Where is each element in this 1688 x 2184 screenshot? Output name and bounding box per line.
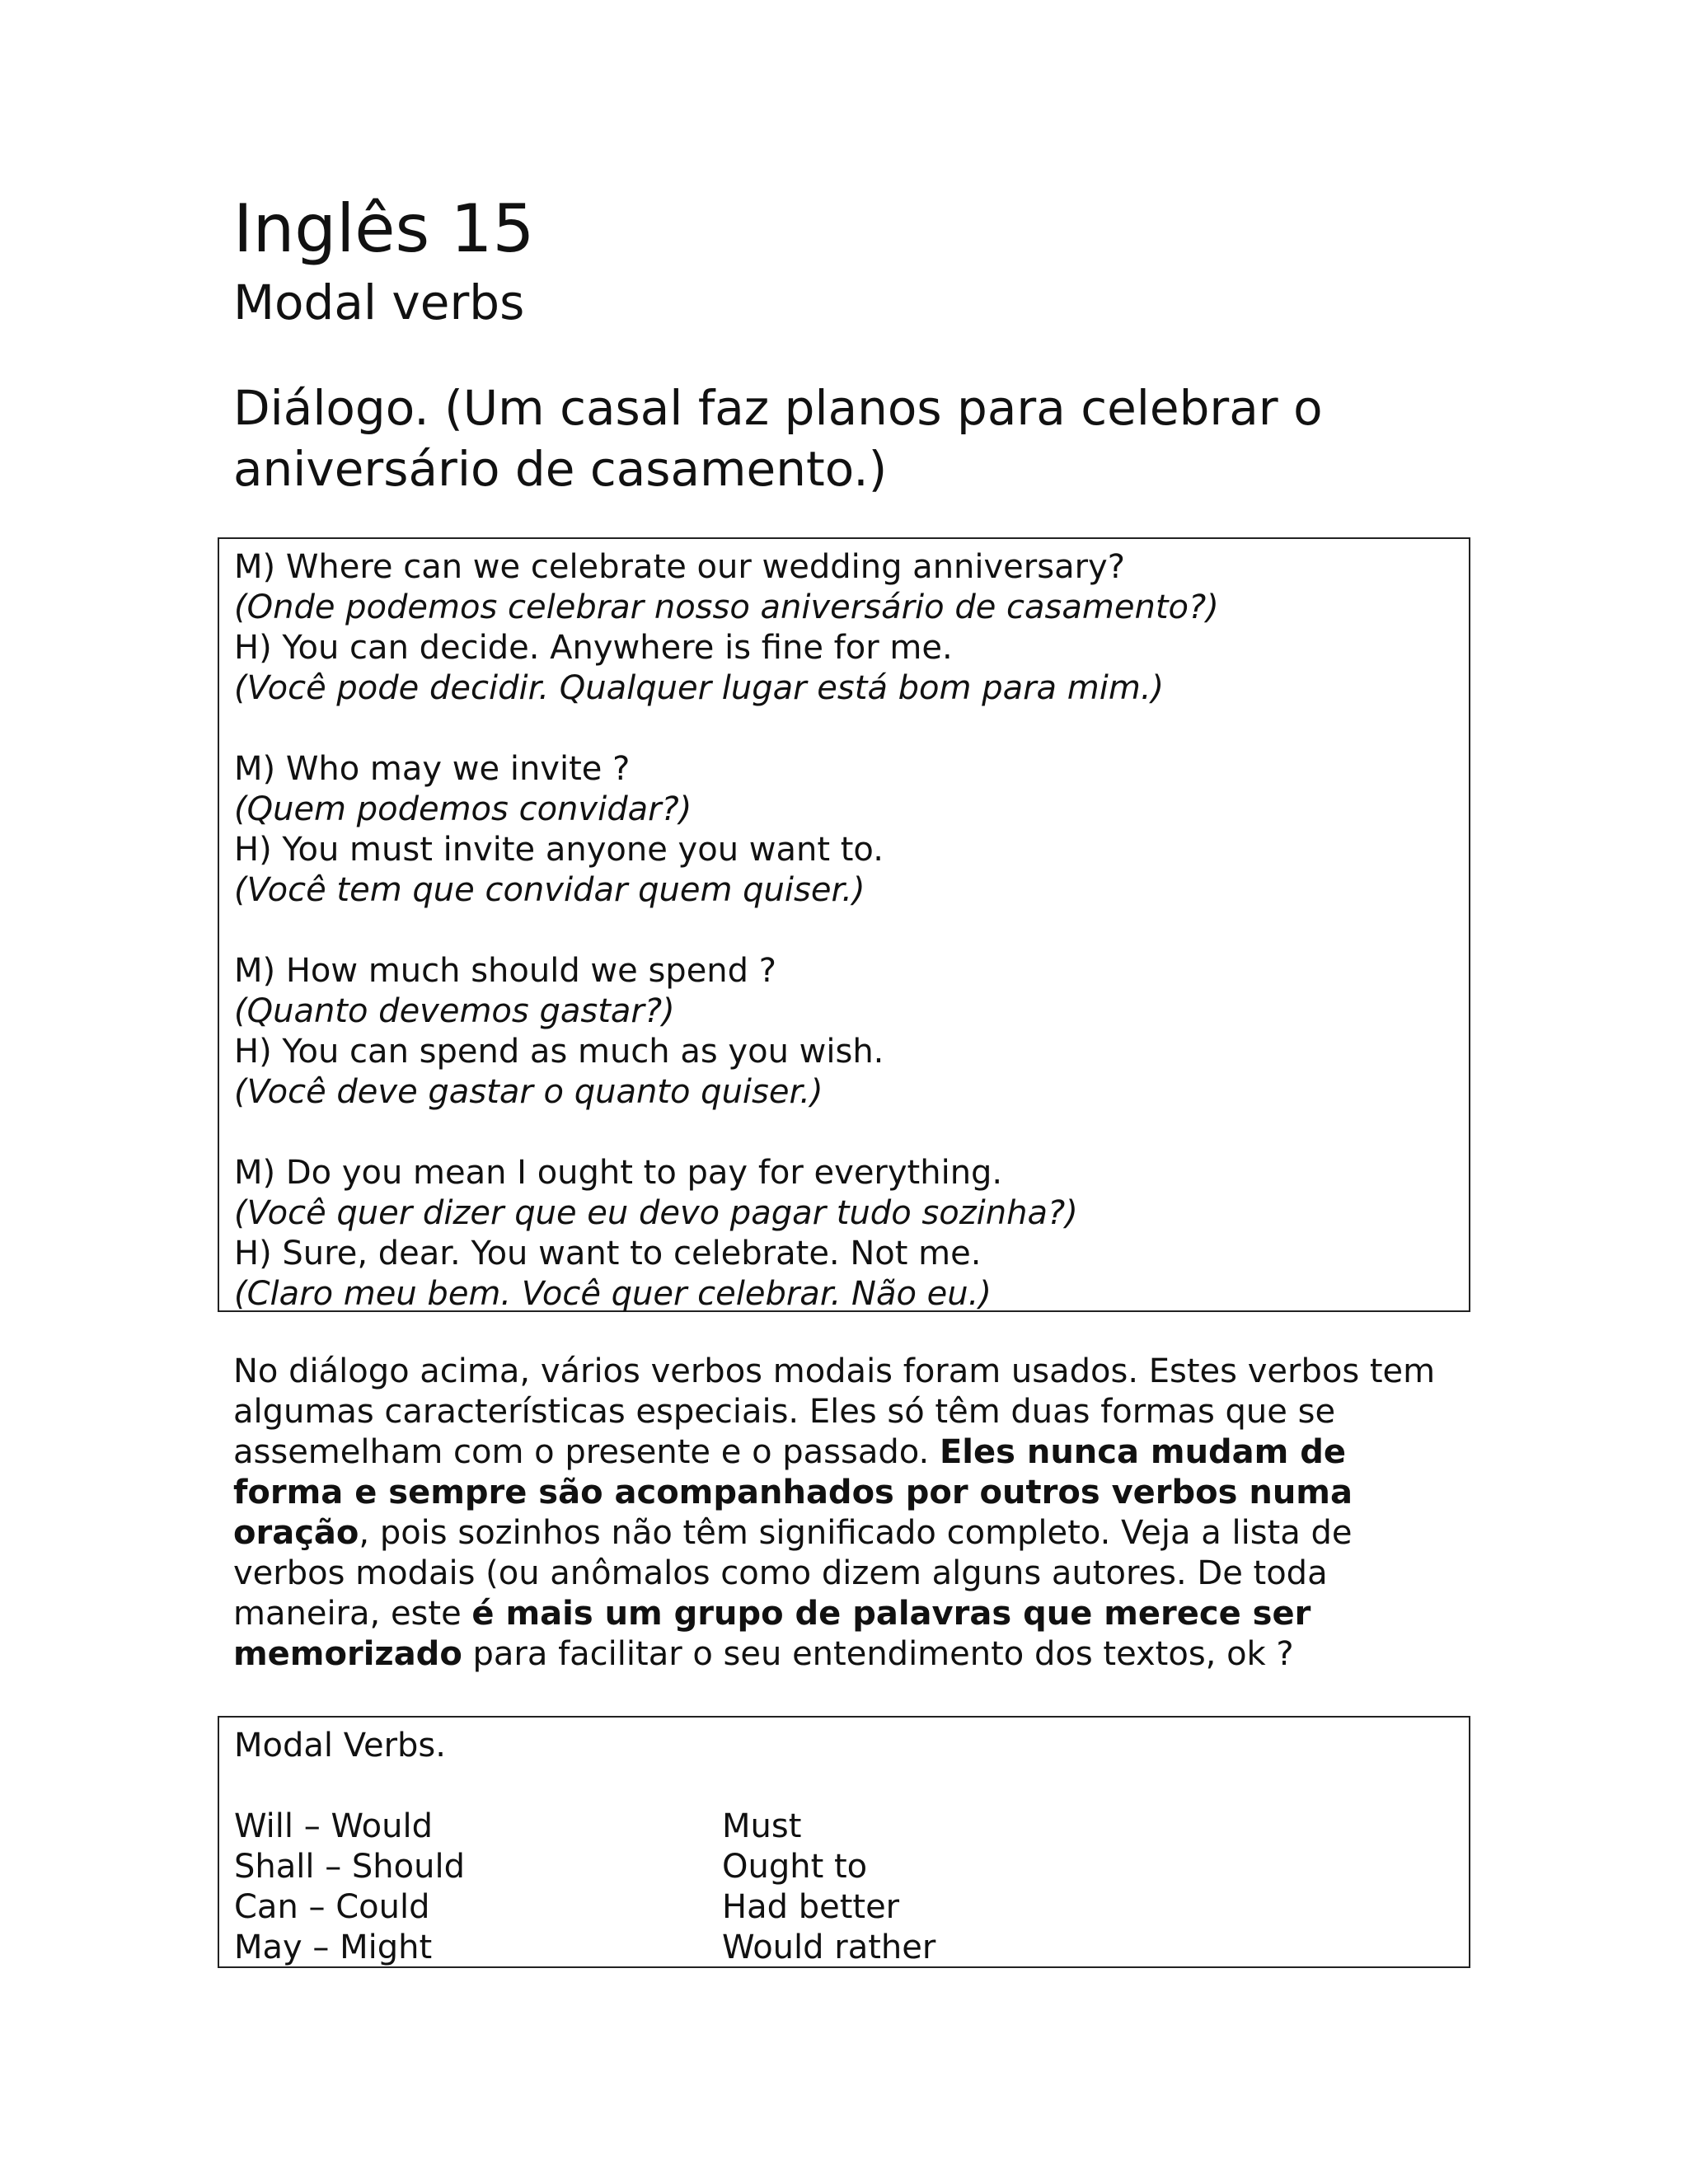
modal-verbs-box bbox=[218, 1716, 1470, 1968]
paragraph-bold-text: é mais um grupo de palavras que merece ser bbox=[471, 1595, 1311, 1633]
dialog-translation: (Você deve gastar o quanto quiser.) bbox=[234, 1073, 823, 1111]
paragraph-bold-text: forma e sempre são acompanhados por outros verbos numa bbox=[233, 1474, 1353, 1511]
modal-verb: Would rather bbox=[722, 1929, 936, 1966]
modal-verb: Must bbox=[722, 1807, 802, 1845]
modal-verbs-gap bbox=[234, 1766, 1454, 1807]
dialog-line: M) Do you mean I ought to pay for everything. bbox=[234, 1154, 1003, 1192]
paragraph-line bbox=[233, 1392, 1453, 1432]
paragraph-line bbox=[233, 1554, 1453, 1594]
dialog-gap bbox=[234, 709, 1454, 749]
paragraph-text: , pois sozinhos não têm significado completo. Veja a lista de bbox=[359, 1514, 1353, 1552]
modal-verb-pair: Shall – Should bbox=[234, 1848, 465, 1886]
dialog-translation: (Quem podemos convidar?) bbox=[234, 790, 692, 828]
paragraph-line bbox=[233, 1594, 1453, 1634]
explanation-paragraph bbox=[233, 1352, 1453, 1675]
page-subtitle: Modal verbs bbox=[233, 274, 525, 330]
paragraph-text: maneira, este bbox=[233, 1595, 472, 1633]
dialog-heading-line-1: Diálogo. (Um casal faz planos para celebrar o bbox=[233, 380, 1323, 436]
dialog-translation: (Onde podemos celebrar nosso aniversário de casamento?) bbox=[234, 588, 1219, 626]
modal-verb-pair: Will – Would bbox=[234, 1807, 433, 1845]
dialog-translation: (Você quer dizer que eu devo pagar tudo sozinha?) bbox=[234, 1194, 1078, 1232]
dialog-heading-line-2: aniversário de casamento.) bbox=[233, 441, 888, 497]
modal-verb-pair: May – Might bbox=[234, 1929, 433, 1966]
paragraph-line bbox=[233, 1432, 1453, 1473]
paragraph-text: para facilitar o seu entendimento dos textos, ok ? bbox=[462, 1635, 1294, 1673]
paragraph-bold-text: oração bbox=[233, 1514, 359, 1552]
paragraph-text: No diálogo acima, vários verbos modais foram usados. Estes verbos tem bbox=[233, 1352, 1436, 1390]
dialog-gap bbox=[234, 1113, 1454, 1153]
paragraph-bold-text: memorizado bbox=[233, 1635, 462, 1673]
paragraph-line bbox=[233, 1352, 1453, 1392]
dialog-translation: (Você tem que convidar quem quiser.) bbox=[234, 871, 865, 909]
dialog-translation: (Você pode decidir. Qualquer lugar está bom para mim.) bbox=[234, 669, 1165, 707]
modal-verb-pair: Can – Could bbox=[234, 1888, 430, 1926]
modal-verbs-heading: Modal Verbs. bbox=[234, 1727, 446, 1765]
dialog-translation: (Claro meu bem. Você quer celebrar. Não eu.) bbox=[234, 1275, 992, 1313]
dialog-line: M) Where can we celebrate our wedding anniversary? bbox=[234, 548, 1125, 586]
paragraph-line bbox=[233, 1634, 1453, 1675]
dialog-line: M) Who may we invite ? bbox=[234, 750, 631, 788]
modal-verbs-list bbox=[234, 1807, 1454, 1968]
paragraph-line bbox=[233, 1473, 1453, 1513]
modal-verb: Had better bbox=[722, 1888, 900, 1926]
paragraph-text: algumas características especiais. Eles só têm duas formas que se bbox=[233, 1393, 1336, 1431]
dialog-heading bbox=[233, 377, 1470, 499]
dialog-line: H) Sure, dear. You want to celebrate. Not me. bbox=[234, 1235, 982, 1272]
paragraph-text: assemelham com o presente e o passado. bbox=[233, 1433, 940, 1471]
paragraph-text: verbos modais (ou anômalos como dizem alguns autores. De toda bbox=[233, 1554, 1328, 1592]
dialog-gap bbox=[234, 911, 1454, 951]
dialog-box bbox=[218, 537, 1470, 1312]
paragraph-bold-text: Eles nunca mudam de bbox=[939, 1433, 1347, 1471]
dialog-line: M) How much should we spend ? bbox=[234, 952, 776, 990]
page-title: Inglês 15 bbox=[233, 190, 535, 267]
paragraph-line bbox=[233, 1513, 1453, 1554]
dialog-line: H) You must invite anyone you want to. bbox=[234, 831, 884, 869]
modal-verb: Ought to bbox=[722, 1848, 868, 1886]
dialog-translation: (Quanto devemos gastar?) bbox=[234, 992, 675, 1030]
dialog-line: H) You can spend as much as you wish. bbox=[234, 1033, 884, 1071]
dialog-line: H) You can decide. Anywhere is fine for me. bbox=[234, 629, 953, 667]
